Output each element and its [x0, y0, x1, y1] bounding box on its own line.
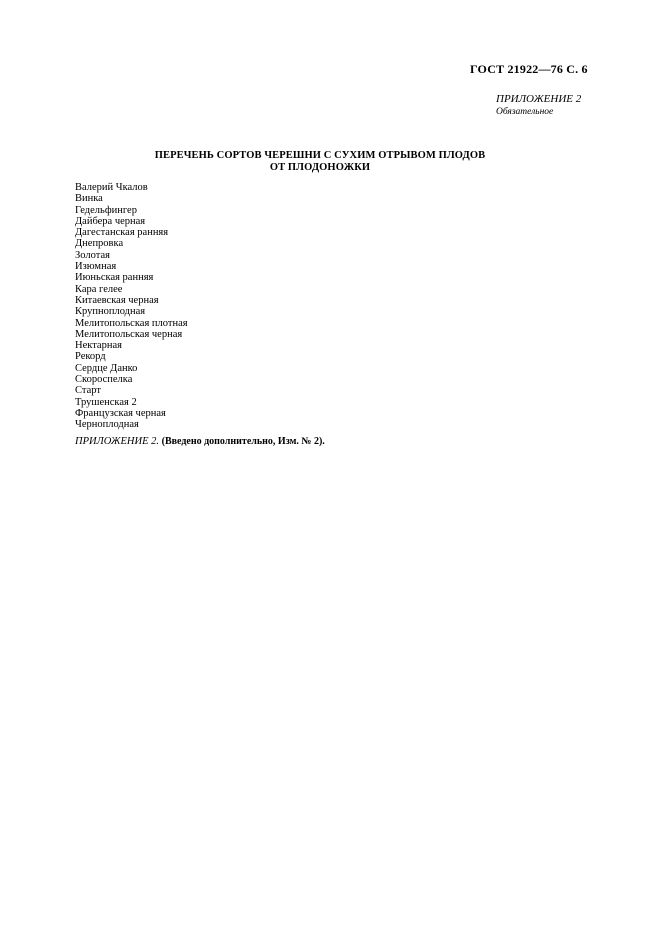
list-item: Черноплодная — [75, 419, 139, 431]
appendix-title: ПРИЛОЖЕНИЕ 2 — [496, 93, 582, 105]
variety-list — [75, 182, 188, 431]
list-item: Дагестанская ранняя — [75, 227, 169, 239]
list-item: Крупноплодная — [75, 306, 146, 318]
list-item: Мелитопольская черная — [75, 328, 183, 340]
appendix-subtitle: Обязательное — [496, 107, 554, 117]
list-item: Дайбера черная — [75, 215, 146, 227]
document-title-line-1: ПЕРЕЧЕНЬ СОРТОВ ЧЕРЕШНИ С СУХИМ ОТРЫВОМ ПЛОДОВ — [154, 150, 486, 161]
list-item: Нектарная — [75, 340, 122, 352]
amendment-note — [75, 436, 325, 447]
amendment-note-text: (Введено дополнительно, Изм. № 2). — [161, 436, 325, 447]
list-item: Трушенская 2 — [75, 396, 137, 408]
standard-reference: ГОСТ 21922—76 С. 6 — [470, 62, 588, 76]
list-item: Гедельфингер — [75, 204, 137, 216]
list-item: Рекорд — [75, 351, 106, 363]
list-item: Мелитопольская плотная — [75, 317, 188, 329]
list-item: Кара гелее — [75, 283, 123, 295]
list-item: Июньская ранняя — [75, 272, 154, 284]
list-item: Днепровка — [75, 238, 124, 250]
list-item: Золотая — [75, 249, 110, 261]
amendment-note-label: ПРИЛОЖЕНИЕ 2. — [75, 436, 159, 447]
list-item: Сердце Данко — [75, 362, 138, 374]
list-item: Китаевская черная — [75, 294, 159, 306]
document-title — [120, 150, 520, 174]
list-item: Винка — [75, 193, 103, 205]
document-title-line-2: ОТ ПЛОДОНОЖКИ — [269, 162, 371, 173]
list-item: Валерий Чкалов — [75, 182, 148, 193]
list-item: Изюмная — [75, 261, 117, 273]
list-item: Скороспелка — [75, 374, 133, 386]
list-item: Французская черная — [75, 407, 166, 419]
appendix-heading — [496, 93, 581, 118]
list-item: Старт — [75, 385, 101, 397]
